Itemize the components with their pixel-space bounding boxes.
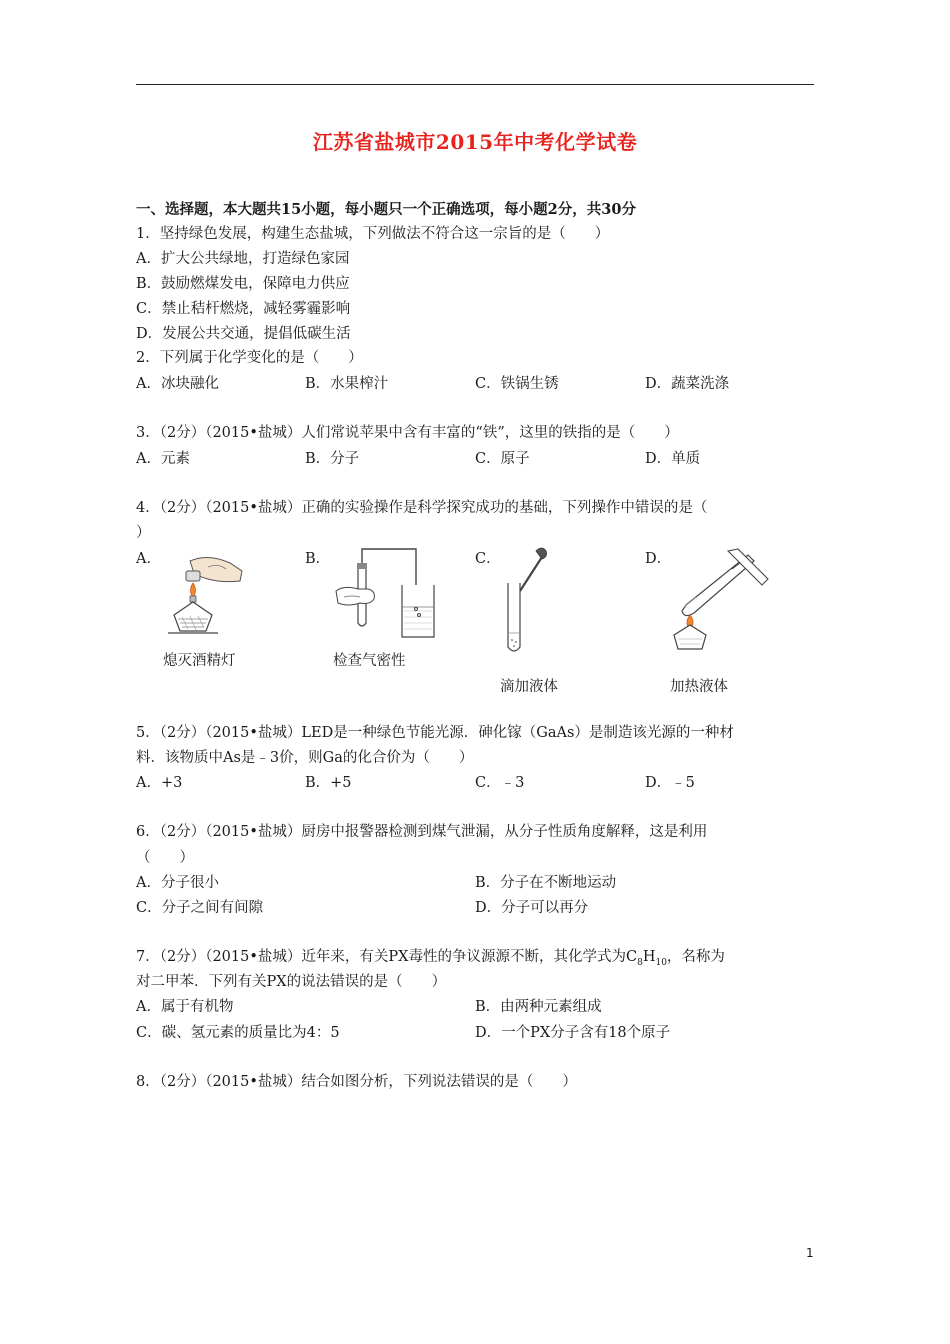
q1-option-b: B．鼓励燃煤发电，保障电力供应 [136, 276, 350, 292]
q5-stem-line2: 料．该物质中As是﹣3价，则Ga的化合价为（ ） [136, 750, 474, 766]
q3-option-a: A．元素 [136, 451, 190, 467]
q7-stem-part1: 7．（2分）（2015•盐城）近年来，有关PX毒性的争议源源不断，其化学式为C [136, 949, 638, 965]
q7-subscript-8: 8 [637, 957, 643, 968]
q4-caption-c: 滴加液体 [500, 679, 558, 695]
q3-option-b: B．分子 [305, 451, 360, 467]
q6-option-b: B．分子在不断地运动 [475, 875, 617, 891]
q5-option-a: A．+3 [136, 775, 183, 791]
q4-caption-a: 熄灭酒精灯 [163, 653, 236, 669]
q7-stem-line1 [136, 948, 725, 972]
q3-option-c: C．原子 [475, 451, 530, 467]
q2-option-b: B．水果榨汁 [305, 376, 389, 392]
q1-option-d: D．发展公共交通，提倡低碳生活 [136, 326, 351, 342]
q1-stem: 1．坚持绿色发展，构建生态盐城，下列做法不符合这一宗旨的是（ ） [136, 226, 610, 242]
q6-stem-line2: （ ） [136, 850, 194, 866]
q3-stem: 3．（2分）（2015•盐城）人们常说苹果中含有丰富的“铁”，这里的铁指的是（ ） [136, 425, 679, 441]
q2-option-c: C．铁锅生锈 [475, 376, 559, 392]
q2-option-d: D．蔬菜洗涤 [645, 376, 730, 392]
q4-stem-line1: 4．（2分）（2015•盐城）正确的实验操作是科学探究成功的基础，下列操作中错误的是（ [136, 500, 708, 516]
q4-option-d: D． [645, 551, 672, 567]
q7-stem-line2: 对二甲苯．下列有关PX的说法错误的是（ ） [136, 974, 447, 990]
q7-option-a: A．属于有机物 [136, 999, 234, 1015]
q5-option-c: C．﹣3 [475, 775, 525, 791]
q4-option-b: B． [305, 551, 331, 567]
q5-option-b: B．+5 [305, 775, 352, 791]
q7-stem-part2: ，名称为 [666, 949, 725, 965]
air-tightness-check-figure [330, 545, 442, 643]
q2-stem: 2．下列属于化学变化的是（ ） [136, 350, 363, 366]
q4-stem-line2: ） [136, 525, 151, 541]
section-heading: 一、选择题，本大题共15小题，每小题只一个正确选项，每小题2分，共30分 [136, 201, 636, 218]
q1-option-a: A．扩大公共绿地，打造绿色家园 [136, 251, 350, 267]
q7-subscript-10: 10 [655, 957, 667, 968]
q6-option-d: D．分子可以再分 [475, 900, 589, 916]
header-rule [136, 84, 814, 85]
q4-option-a: A． [136, 551, 161, 567]
q2-option-a: A．冰块融化 [136, 376, 219, 392]
q6-option-a: A．分子很小 [136, 875, 219, 891]
q3-option-d: D．单质 [645, 451, 701, 467]
q7-option-b: B．由两种元素组成 [475, 999, 602, 1015]
q4-caption-b: 检查气密性 [333, 653, 406, 669]
page-title: 江苏省盐城市2015年中考化学试卷 [312, 130, 638, 154]
q7-option-d: D．一个PX分子含有18个原子 [475, 1025, 671, 1041]
q6-stem-line1: 6．（2分）（2015•盐城）厨房中报警器检测到煤气泄漏，从分子性质角度解释，这是利用 [136, 824, 708, 840]
alcohol-lamp-extinguish-figure [160, 553, 246, 643]
heating-liquid-figure [668, 545, 774, 655]
dropping-liquid-figure [496, 543, 556, 661]
page-number: 1 [806, 1246, 814, 1260]
q5-stem-line1: 5．（2分）（2015•盐城）LED是一种绿色节能光源．砷化镓（GaAs）是制造该光源的一种材 [136, 725, 734, 741]
q7-option-c: C．碳、氢元素的质量比为4：5 [136, 1025, 340, 1041]
q7-formula-h: H [642, 949, 656, 965]
q1-option-c: C．禁止秸杆燃烧，减轻雾霾影响 [136, 301, 351, 317]
q4-option-c: C． [475, 551, 501, 567]
q6-option-c: C．分子之间有间隙 [136, 900, 264, 916]
q8-stem: 8．（2分）（2015•盐城）结合如图分析，下列说法错误的是（ ） [136, 1074, 577, 1090]
q5-option-d: D．﹣5 [645, 775, 695, 791]
q4-caption-d: 加热液体 [670, 679, 728, 695]
